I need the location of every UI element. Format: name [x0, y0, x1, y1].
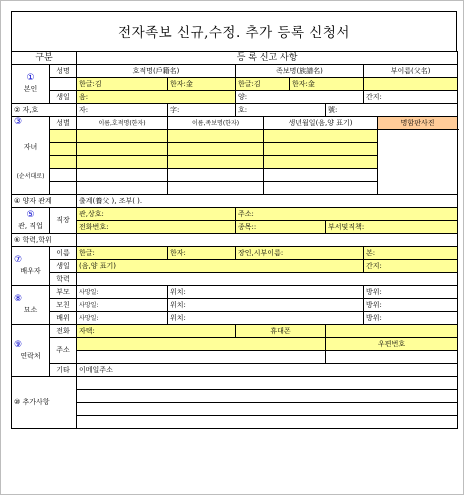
s9-row-2 — [12, 338, 458, 351]
s9-phone-label: 전화 — [50, 325, 77, 338]
header-title: 등 록 신고 사항 — [77, 52, 458, 65]
s4-row — [12, 195, 458, 208]
s5-gwan-field[interactable]: 관,상호: — [77, 208, 236, 221]
s3-photo-area[interactable] — [378, 130, 458, 195]
s9-etc-label: 기타 — [50, 364, 77, 377]
s3-child-row — [12, 130, 458, 143]
s7-edu-field[interactable] — [77, 273, 458, 286]
s10-field-2[interactable] — [77, 390, 458, 403]
s9-postal-field[interactable] — [326, 351, 458, 364]
s1-row-names — [12, 78, 458, 91]
s8-spouse-dir[interactable]: 방위: — [364, 312, 458, 325]
s6-row — [12, 234, 458, 247]
s7-father-field[interactable]: 장인,시부이름: — [236, 247, 364, 260]
s3-gender-header: 성별 — [50, 117, 77, 130]
s5-row-2 — [12, 221, 458, 234]
s1-hangul-hojuk[interactable]: 한글:김 — [77, 78, 168, 91]
s7-hanja-field[interactable]: 한자: — [168, 247, 236, 260]
s9-email-field[interactable]: 이메일주소 — [77, 364, 458, 377]
s2-ja-hanja-field[interactable]: 字: — [168, 104, 236, 117]
s8-row-1 — [12, 286, 458, 299]
s5-label: ⑤ 관, 직업 — [12, 208, 50, 234]
s1-row-birth — [12, 91, 458, 104]
s9-mobile-label: 휴대폰 — [236, 325, 326, 338]
s7-bon-field[interactable]: 본: — [364, 247, 458, 260]
s1-eum-field[interactable]: 음: — [77, 91, 236, 104]
s3-label: ③ 자녀 (순서대로) — [12, 117, 50, 195]
s10-label: ⑩ 추가사항 — [12, 377, 77, 429]
s3-jokbo-header: 이름,족보명(한자) — [168, 117, 264, 130]
s9-row-3 — [12, 351, 458, 364]
s2-ja-field[interactable]: 자: — [77, 104, 168, 117]
s8-mother-dir[interactable]: 방위: — [364, 299, 458, 312]
s2-row — [12, 104, 458, 117]
s9-addr-field[interactable] — [77, 338, 326, 351]
s1-label: ① 본인 — [12, 65, 50, 104]
s1-ganji-field[interactable]: 간지: — [364, 91, 458, 104]
s4-label: ④ 양자 관계 — [12, 195, 77, 208]
s1-name-label: 성명 — [50, 65, 77, 78]
s10-field-4[interactable] — [77, 416, 458, 429]
s3-birth-header: 생년월일(음,양 표기) — [264, 117, 378, 130]
application-form — [11, 11, 457, 486]
s7-label: ⑦ 배우자 — [12, 247, 50, 286]
s9-home-field[interactable]: 자택: — [77, 325, 236, 338]
s2-ho-hanja-field[interactable]: 號: — [326, 104, 458, 117]
s7-birth-label: 생일 — [50, 260, 77, 273]
s8-father-label: 부모 — [50, 286, 77, 299]
s10-row-4 — [12, 416, 458, 429]
s9-row-4 — [12, 364, 458, 377]
s1-jokbo-header: 족보명(族譜名) — [236, 65, 364, 78]
s1-hanja-hojuk[interactable]: 한자:金 — [168, 78, 236, 91]
s9-postal-label: 우편번호 — [326, 338, 458, 351]
s8-spouse-loc[interactable]: 위치: — [168, 312, 364, 325]
s1-hojuk-header: 호적명(戶籍名) — [77, 65, 236, 78]
title-box — [11, 11, 457, 52]
s8-father-loc[interactable]: 위치: — [168, 286, 364, 299]
s1-hangul-jokbo[interactable]: 한글:김 — [236, 78, 290, 91]
s8-spouse-date[interactable]: 사망일: — [77, 312, 168, 325]
s8-father-dir[interactable]: 방위: — [364, 286, 458, 299]
s8-row-3 — [12, 312, 458, 325]
s5-phone-field[interactable]: 전화번호: — [77, 221, 236, 234]
s8-label: ⑧ 묘소 — [12, 286, 50, 325]
s5-jongmok-field[interactable]: 종목:: — [236, 221, 326, 234]
s10-row-2 — [12, 390, 458, 403]
s1-name-blank — [50, 78, 77, 91]
s8-mother-loc[interactable]: 위치: — [168, 299, 364, 312]
s8-father-date[interactable]: 사망일: — [77, 286, 168, 299]
s3-header-row — [12, 117, 458, 130]
s1-yang-field[interactable]: 양: — [236, 91, 364, 104]
s1-father-header: 부이름(父名) — [364, 65, 458, 78]
header-row — [12, 52, 458, 65]
s10-field-1[interactable] — [77, 377, 458, 390]
form-table — [11, 51, 458, 429]
form-title: 전자족보 신규,수정. 추가 등록 신청서 — [118, 25, 350, 41]
s6-field[interactable] — [77, 234, 458, 247]
s5-row-1 — [12, 208, 458, 221]
s5-inner-label: 직장 — [50, 208, 77, 234]
s1-father-field[interactable] — [364, 78, 458, 91]
s3-photo-header: 명함판사진 — [378, 117, 458, 130]
s7-birth-field[interactable]: (음,양 표기) — [77, 260, 364, 273]
s4-field[interactable]: 출계(養父 ), 조부( ). — [77, 195, 458, 208]
s9-addr-field-2[interactable] — [77, 351, 326, 364]
s7-ganji-field[interactable]: 간지: — [364, 260, 458, 273]
s1-row-name — [12, 65, 458, 78]
s3-hojuk-header: 이름,호적명(한자) — [77, 117, 168, 130]
s9-addr-label: 주소 — [50, 338, 77, 364]
s9-row-1 — [12, 325, 458, 338]
s9-mobile-field[interactable] — [326, 325, 458, 338]
s7-edu-label: 학력 — [50, 273, 77, 286]
s1-hanja-jokbo[interactable]: 한자:金 — [290, 78, 364, 91]
s6-label: ⑥ 학력,학위 — [12, 234, 77, 247]
s7-row-1 — [12, 247, 458, 260]
s9-label: ⑨ 연락처 — [12, 325, 50, 377]
s8-mother-date[interactable]: 사망일: — [77, 299, 168, 312]
header-category: 구분 — [12, 52, 77, 65]
s8-spouse-label: 배위 — [50, 312, 77, 325]
s7-row-2 — [12, 260, 458, 273]
s5-addr-field[interactable]: 주소: — [236, 208, 458, 221]
s7-name-label: 이름 — [50, 247, 77, 260]
s10-row-3 — [12, 403, 458, 416]
s8-row-2 — [12, 299, 458, 312]
s7-row-3 — [12, 273, 458, 286]
s2-label: ② 자,호 — [12, 104, 77, 117]
s10-field-3[interactable] — [77, 403, 458, 416]
s10-row-1 — [12, 377, 458, 390]
s1-birth-label: 생일 — [50, 91, 77, 104]
s8-mother-label: 모친 — [50, 299, 77, 312]
s7-hangul-field[interactable]: 한글: — [77, 247, 168, 260]
s2-ho-field[interactable]: 호: — [236, 104, 326, 117]
s5-dept-field[interactable]: 부서및직책: — [326, 221, 458, 234]
